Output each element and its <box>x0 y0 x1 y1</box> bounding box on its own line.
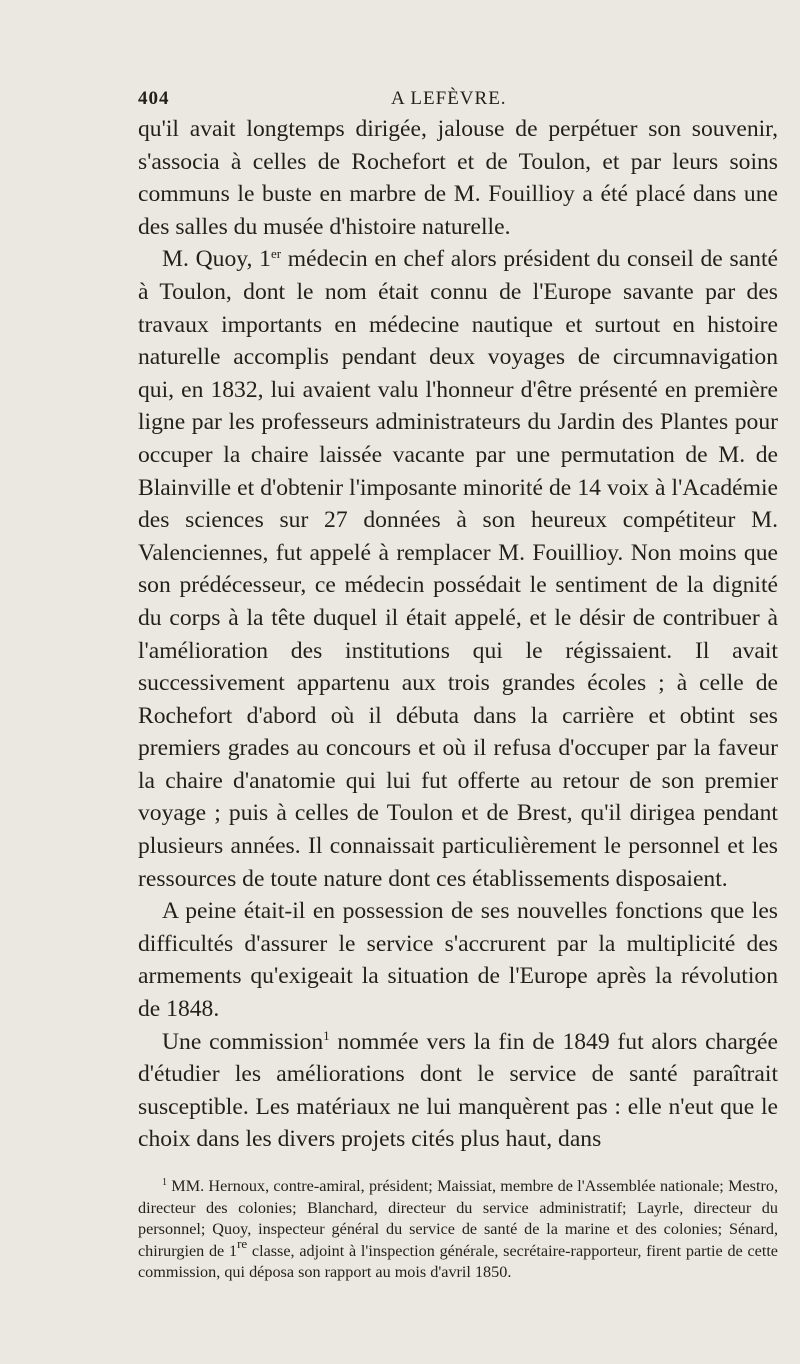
paragraph-quoy-start: M. Quoy, 1 <box>162 246 271 273</box>
paragraph-quoy <box>138 243 778 895</box>
paragraph-quoy-rest: médecin en chef alors président du conseil de santé à Toulon, dont le nom était connu de l'Europe savante par des travaux importants en médecine nautique et surtout en histoire naturelle accomplis pendant deux voyages de circumnavigation qui, en 1832, lui avaient valu l'honneur d'être présenté en première ligne par les professeurs administrateurs du Jardin des Plantes pour occuper la chaire laissée vacante par une permutation de M. de Blainville et d'obtenir l'imposante minorité de 14 voix à l'Académie des sciences sur 27 données à son heureux compétiteur M. Valenciennes, fut appelé à remplacer M. Fouillioy. Non moins que son prédécesseur, ce médecin possédait le sentiment de la dignité du corps à la tête duquel il était appelé, et le désir de contribuer à l'amélioration des institutions qui le régissaient. Il avait successivement appartenu aux trois grandes écoles ; à celle de Rochefort d'abord où il débuta dans la carrière et obtint ses premiers grades au concours et où il refusa d'occuper par la faveur la chaire d'anatomie qui lui fut offerte au retour de son premier voyage ; puis à celles de Toulon et de Brest, qu'il dirigea pendant plusieurs années. Il connaissait particulièrement le personnel et les ressources de toute nature dont ces établissements disposaient. <box>138 246 778 892</box>
paragraph-commission <box>138 1026 778 1156</box>
ordinal-superscript: er <box>270 246 282 262</box>
running-head <box>138 88 778 116</box>
footnote-text-b: classe, adjoint à l'inspection générale, secrétaire-rapporteur, firent partie de cette commission, qui déposa son rapport au mois d'avril 1850. <box>138 1241 778 1282</box>
paragraph-1848: A peine était-il en possession de ses nouvelles fonctions que les difficultés d'assurer le service s'accrurent par la multiplicité des armements qu'exigeait la situation de l'Europe après la révolution de 1848. <box>138 898 778 1023</box>
running-title: A LEFÈVRE. <box>391 88 507 109</box>
footnote <box>138 1176 778 1284</box>
paragraph-continued: qu'il avait longtemps dirigée, jalouse de perpétuer son souvenir, s'associa à celles de Rochefort et de Toulon, et par leurs soins communs le buste en marbre de M. Fouillioy a été placé dans une des salles du musée d'histoire naturelle. <box>138 116 778 240</box>
footnote-ordinal-superscript: re <box>237 1235 248 1251</box>
main-text <box>138 113 778 1156</box>
footnote-number: 1 <box>162 1177 167 1188</box>
paragraph-commission-rest: nommée vers la fin de 1849 fut alors chargée d'étudier les améliorations dont le service de santé paraîtrait susceptible. Les matériaux ne lui manquèrent pas : elle n'eut que le choix dans les divers projets cités plus haut, dans <box>138 1028 778 1153</box>
footnote-text-a: MM. Hernoux, contre-amiral, président; Maissiat, membre de l'Assemblée nationale; Mestro, directeur des colonies; Blanchard, directeur du service administratif; Layrle, directeur du personnel; Quoy, inspecteur général du service de santé de la marine et des colonies; Sénard, chirurgien de 1 <box>138 1177 778 1260</box>
page-number: 404 <box>138 88 170 109</box>
paragraph-commission-start: Une commission <box>162 1028 324 1055</box>
footnote-reference: 1 <box>323 1027 330 1043</box>
